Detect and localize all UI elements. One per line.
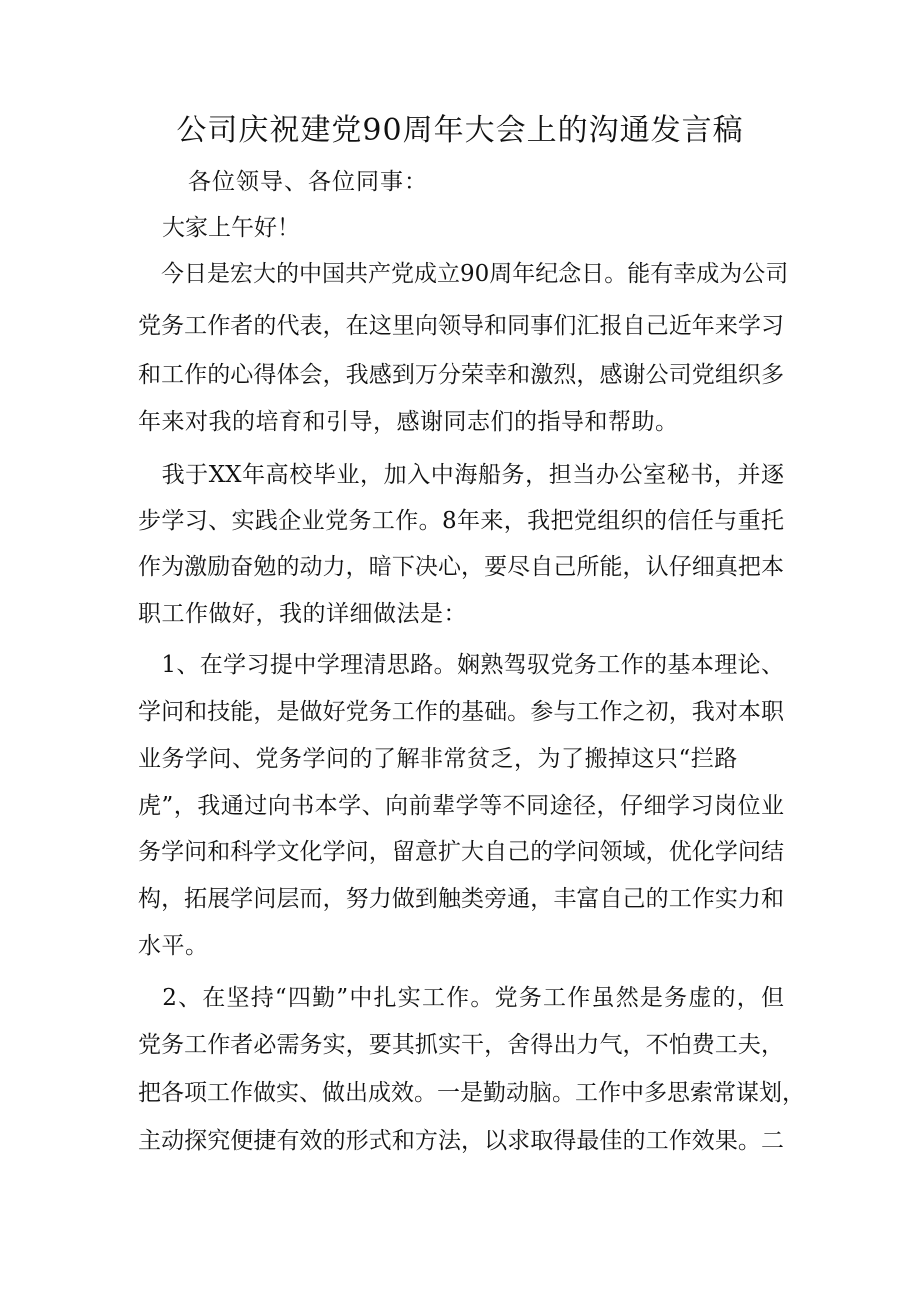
body-line: 业务学问、党务学问的了解非常贫乏，为了搬掉这只“拦路 — [138, 746, 738, 772]
body-line: 构，拓展学问层而，努力做到触类旁通，丰富自己的工作实力和 — [138, 886, 784, 912]
document-title: 公司庆祝建党90周年大会上的沟通发言稿 — [176, 113, 744, 148]
greeting: 大家上午好！ — [162, 215, 300, 241]
body-line: 把各项工作做实、做出成效。一是勤动脑。工作中多思索常谋划， — [138, 1080, 805, 1106]
body-line: 今日是宏大的中国共产党成立90周年纪念日。能有幸成为公司 — [138, 261, 789, 287]
body-line: 学问和技能，是做好党务工作的基础。参与工作之初，我对本职 — [138, 699, 784, 725]
body-line: 作为激励奋勉的动力，暗下决心，要尽自己所能，认仔细真把本 — [138, 554, 784, 580]
body-line: 水平。 — [138, 933, 209, 959]
body-line: 我于XX年高校毕业，加入中海船务，担当办公室秘书，并逐 — [138, 462, 784, 488]
body-line: 务学问和科学文化学问，留意扩大自己的学问领域，优化学问结 — [138, 839, 784, 865]
body-line: 年来对我的培育和引导，感谢同志们的指导和帮助。 — [138, 409, 679, 435]
body-line: 1、在学习提中学理清思路。娴熟驾驭党务工作的基本理论、 — [138, 652, 784, 678]
body-line: 2、在坚持“四勤”中扎实工作。党务工作虽然是务虚的，但 — [138, 985, 784, 1011]
body-line: 职工作做好，我的详细做法是： — [138, 601, 467, 627]
body-line: 党务工作者的代表，在这里向领导和同事们汇报自己近年来学习 — [138, 313, 784, 339]
body-line: 主动探究便捷有效的形式和方法，以求取得最佳的工作效果。二 — [138, 1128, 784, 1154]
body-line: 党务工作者必需务实，要其抓实干，舍得出力气，不怕费工夫， — [138, 1032, 784, 1058]
body-line: 虎”，我通过向书本学、向前辈学等不同途径，仔细学习岗位业 — [138, 793, 784, 819]
salutation: 各位领导、各位同事： — [188, 169, 428, 195]
body-line: 步学习、实践企业党务工作。8年来，我把党组织的信任与重托 — [138, 508, 784, 534]
body-line: 和工作的心得体会，我感到万分荣幸和激烈，感谢公司党组织多 — [138, 362, 784, 388]
